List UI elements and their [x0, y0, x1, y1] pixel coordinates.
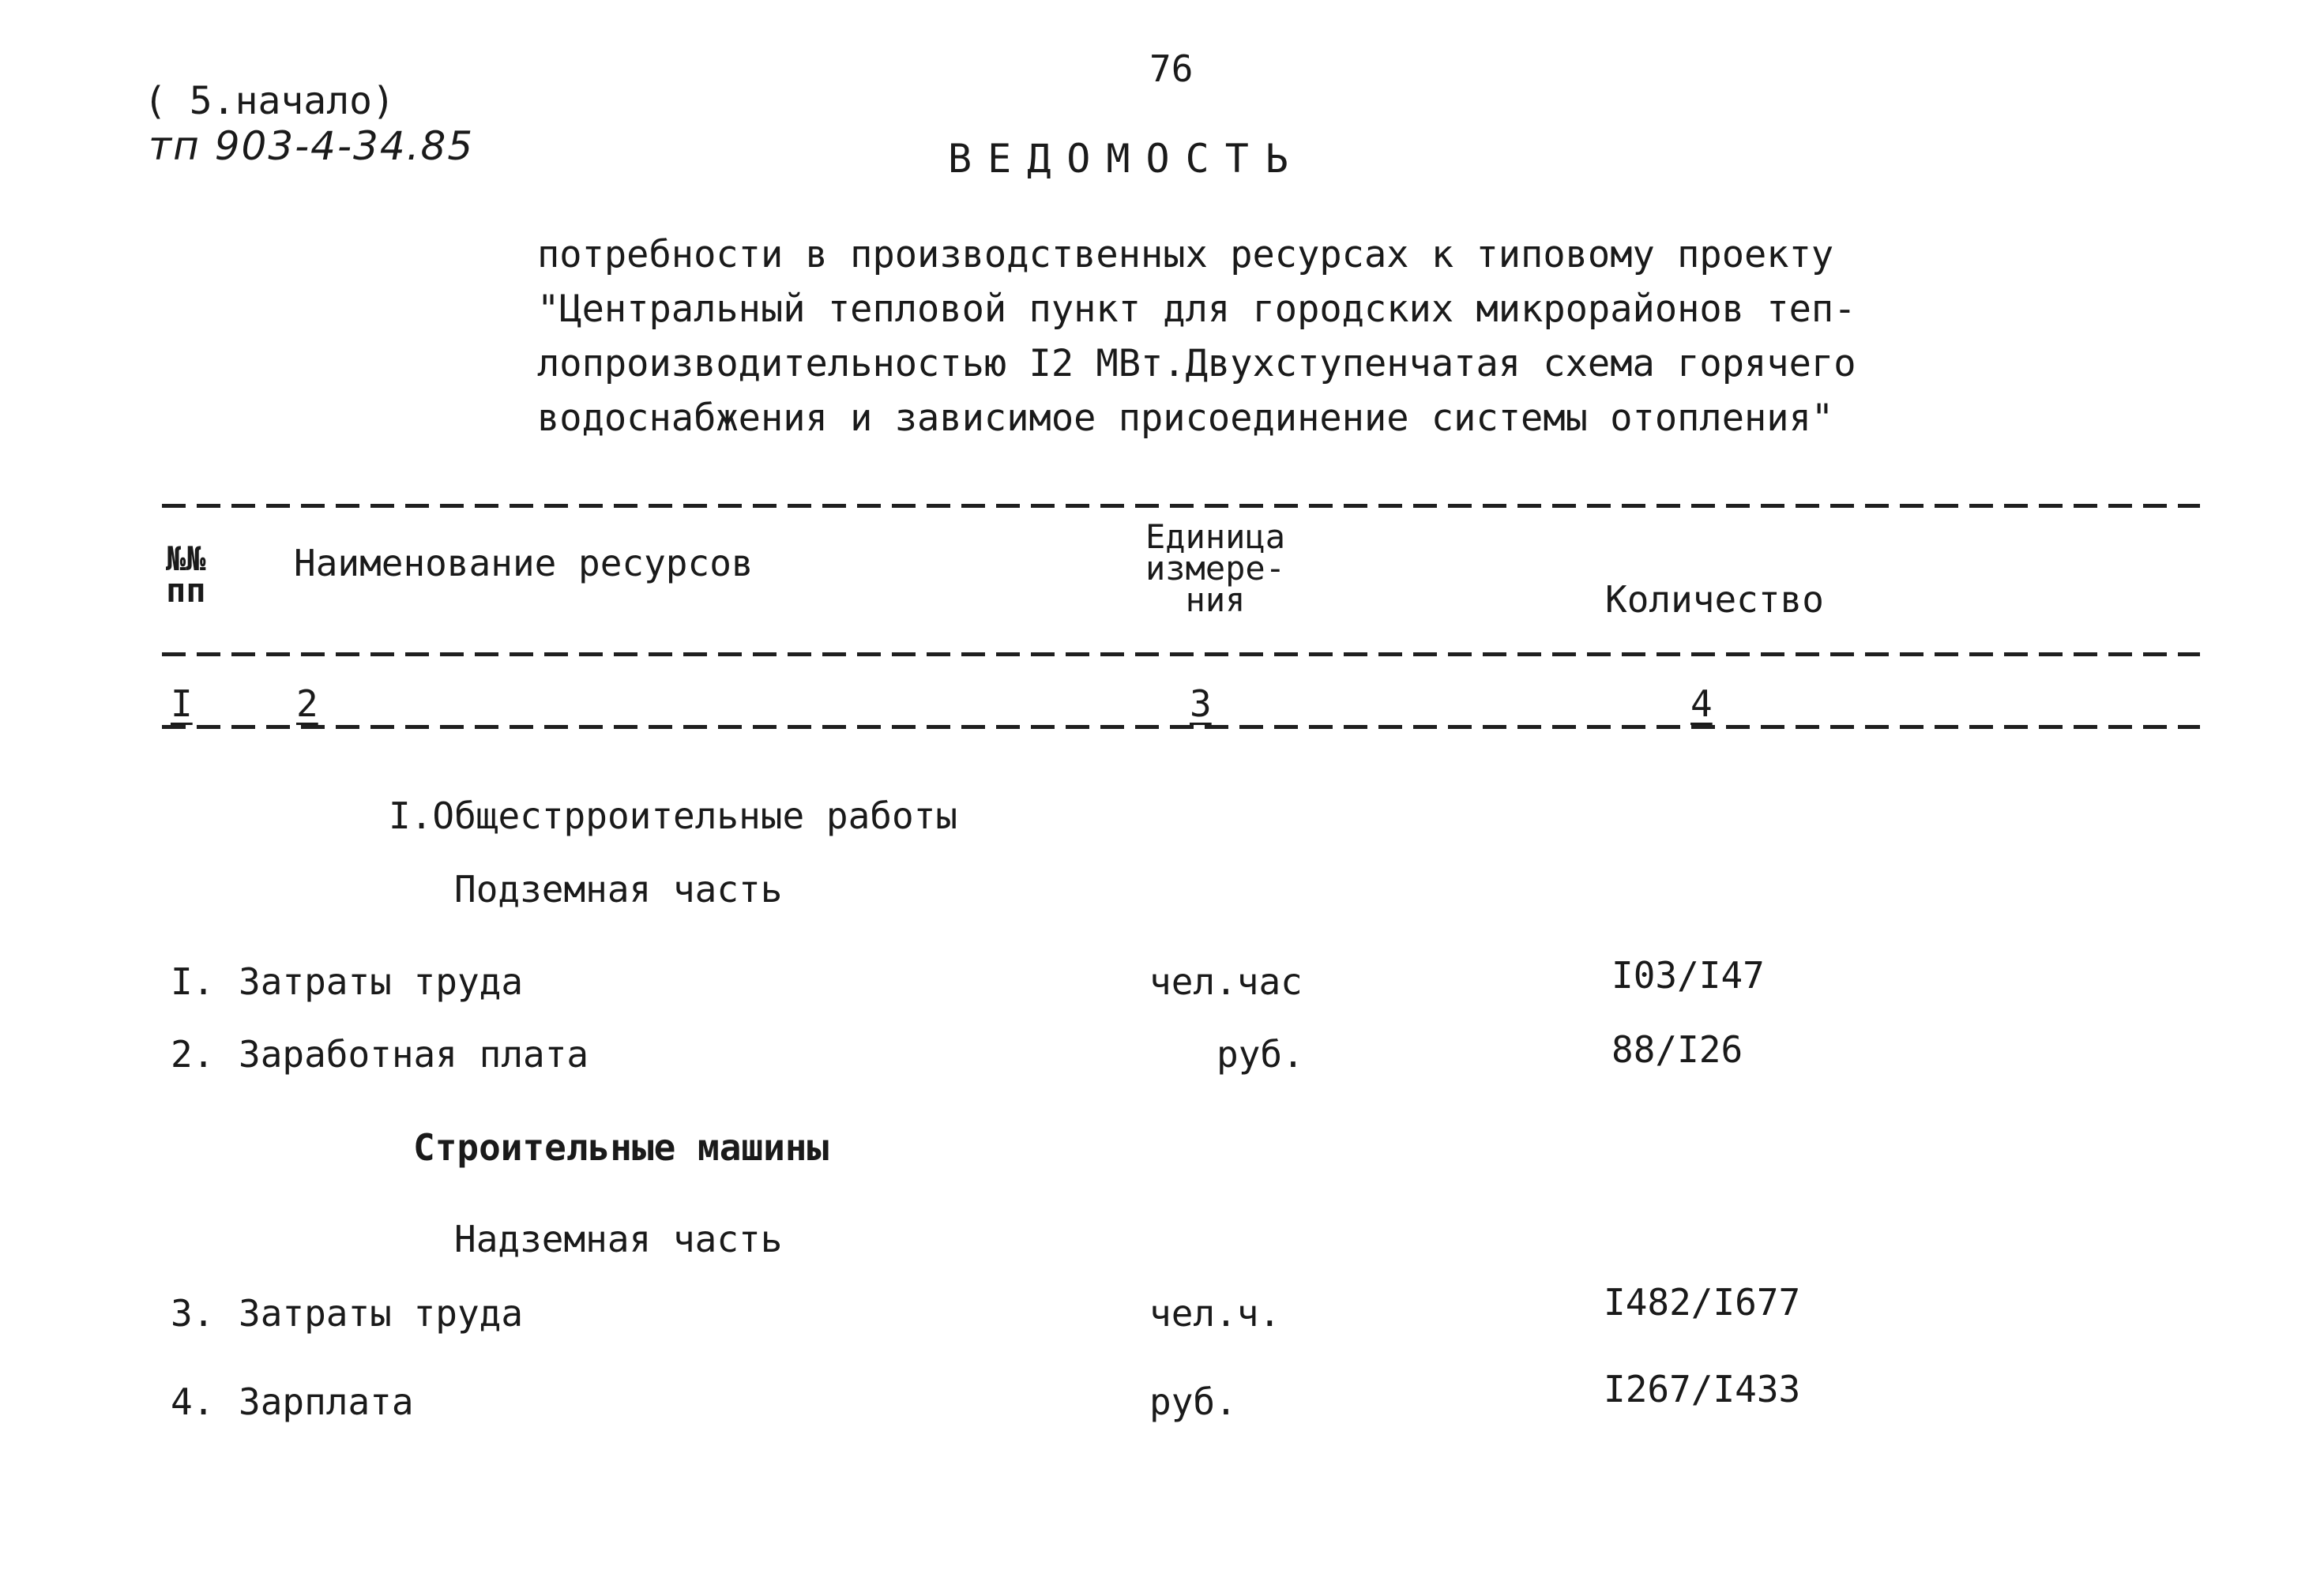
- row-number: 2.: [171, 1033, 215, 1076]
- header-unit-line3: ния: [1185, 580, 1246, 619]
- column-numbers-rule: [162, 725, 2200, 729]
- section-general-works: I.Общестрроительные работы: [389, 794, 958, 837]
- intro-line: потребности в производственных ресурсах к типовому проекту: [537, 233, 1834, 276]
- header-unit-line1: Единица: [1145, 517, 1286, 556]
- section-underground: Подземная часть: [454, 868, 783, 911]
- row-name: Затраты труда: [239, 1292, 524, 1335]
- section-aboveground: Надземная часть: [454, 1218, 783, 1260]
- column-number-4: 4: [1690, 682, 1713, 725]
- row-number: 4.: [171, 1380, 215, 1423]
- row-number: I.: [171, 960, 215, 1003]
- header-quantity-col: Количество: [1605, 578, 1824, 621]
- project-code: тп 903-4-34.85: [149, 123, 475, 169]
- row-number: 3.: [171, 1292, 215, 1335]
- header-number-line1: №№: [166, 539, 206, 578]
- continuation-note: ( 5.начало): [144, 79, 395, 123]
- section-construction-machines: Строительные машины: [413, 1126, 829, 1169]
- row-quantity: I482/I677: [1604, 1281, 1801, 1324]
- intro-line: водоснабжения и зависимое присоединение системы отопления": [537, 396, 1834, 440]
- row-name: Заработная плата: [239, 1033, 589, 1076]
- row-unit: чел.ч.: [1149, 1292, 1281, 1335]
- header-number-line2: пп: [166, 571, 206, 610]
- intro-line: лопроизводительностью I2 МВт.Двухступенчатая схема горячего: [537, 342, 1856, 385]
- intro-line: "Центральный тепловой пункт для городских микрорайонов теп-: [537, 287, 1856, 331]
- document-title: ВЕДОМОСТЬ: [948, 136, 1304, 182]
- row-name: Затраты труда: [239, 960, 524, 1003]
- table-top-rule: [162, 504, 2200, 508]
- page-number: 76: [1149, 47, 1194, 90]
- column-number-1: I: [171, 682, 193, 725]
- header-unit-line2: измере-: [1145, 549, 1286, 588]
- header-name-col: Наименование ресурсов: [294, 542, 754, 584]
- row-unit: руб.: [1217, 1033, 1304, 1076]
- row-unit: чел.час: [1149, 960, 1303, 1003]
- intro-paragraph: [537, 227, 1856, 445]
- row-quantity: I267/I433: [1604, 1368, 1801, 1410]
- column-number-2: 2: [296, 682, 318, 725]
- header-number-col: [166, 539, 206, 610]
- column-number-3: 3: [1190, 682, 1212, 725]
- row-quantity: I03/I47: [1611, 954, 1765, 997]
- row-name: Зарплата: [239, 1380, 414, 1423]
- row-unit: руб.: [1149, 1380, 1237, 1423]
- row-quantity: 88/I26: [1611, 1028, 1743, 1071]
- table-header-rule: [162, 652, 2200, 656]
- header-unit-col: [1145, 517, 1286, 619]
